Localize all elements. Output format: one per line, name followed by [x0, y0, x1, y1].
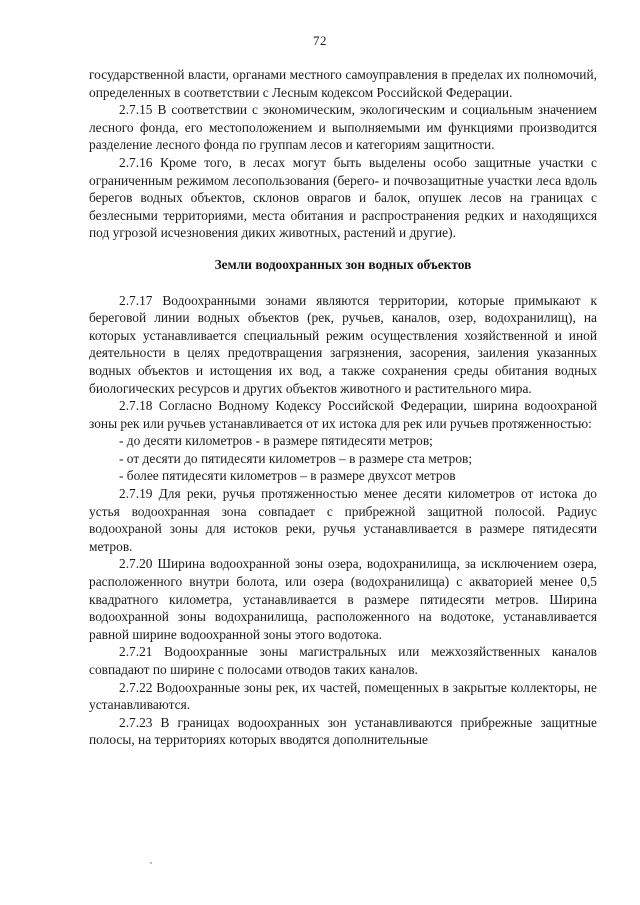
page-number: 72	[313, 33, 327, 48]
list-item: - до десяти километров - в размере пятидесяти метров;	[119, 433, 433, 449]
paragraph-continuation: государственной власти, органами местного самоуправления в пределах их полномочий, определенных в соответствии с Лесным кодексом Российской Федерации.	[89, 67, 597, 100]
document-body	[89, 66, 597, 749]
paragraph-2-7-20: 2.7.20 Ширина водоохранной зоны озера, водохранилища, за исключением озера, расположенного внутри болота, или озера (водохранилища) с акваторией менее 0,5 квадратного километра, устанавливается в размере пятидесяти метров. Ширина водоохранной зоны водохранилища, расположенного на водотоке, устанавливается равной ширине водоохранной зоны этого водотока.	[89, 556, 597, 642]
paragraph-2-7-21: 2.7.21 Водоохранные зоны магистральных или межхозяйственных каналов совпадают по ширине с полосами отводов таких каналов.	[89, 644, 597, 677]
list-item: - более пятидесяти километров – в размере двухсот метров	[119, 468, 456, 484]
section-heading: Земли водоохранных зон водных объектов	[214, 256, 472, 272]
paragraph-2-7-19: 2.7.19 Для реки, ручья протяженностью менее десяти километров от истока до устья водоохранная зона совпадает с прибрежной защитной полосой. Радиус водоохраной зоны для истоков реки, ручья устанавливается в размере пятидесяти метров.	[89, 486, 597, 554]
paragraph-2-7-16: 2.7.16 Кроме того, в лесах могут быть выделены особо защитные участки с ограниченным режимом лесопользования (берего- и почвозащитные участки леса вдоль берегов водных объектов, склонов оврагов и балок, опушек лесов на границах с безлесными территориями, места обитания и распространения редких и находящихся под угрозой исчезновения диких животных, растений и другие).	[89, 154, 597, 241]
paragraph-2-7-18: 2.7.18 Согласно Водному Кодексу Российской Федерации, ширина водоохраной зоны рек или ручьев устанавливается от их истока для рек или ручьев протяженностью:	[89, 398, 597, 431]
paragraph-2-7-17: 2.7.17 Водоохранными зонами являются территории, которые примыкают к береговой линии водных объектов (рек, ручьев, каналов, озер, водохранилищ), на которых устанавливается специальный режим осуществления хозяйственной и иной деятельности в целях предотвращения загрязнения, засорения, заиления указанных водных объектов и истощения их вод, а также сохранения среды обитания водных биологических ресурсов и других объектов животного и растительного мира.	[89, 292, 597, 396]
list-item: - от десяти до пятидесяти километров – в размере ста метров;	[119, 450, 473, 466]
paragraph-2-7-22: 2.7.22 Водоохранные зоны рек, их частей, помещенных в закрытые коллекторы, не устанавливаются.	[89, 679, 597, 713]
scan-speck	[150, 862, 152, 864]
paragraph-2-7-15: 2.7.15 В соответствии с экономическим, экологическим и социальным значением лесного фонда, его местоположением и выполняемыми им функциями производится разделение лесного фонда по группам лесов и категориям защитности.	[89, 102, 597, 153]
paragraph-2-7-23: 2.7.23 В границах водоохранных зон устанавливаются прибрежные защитные полосы, на территориях которых вводятся дополнительные	[89, 714, 597, 748]
